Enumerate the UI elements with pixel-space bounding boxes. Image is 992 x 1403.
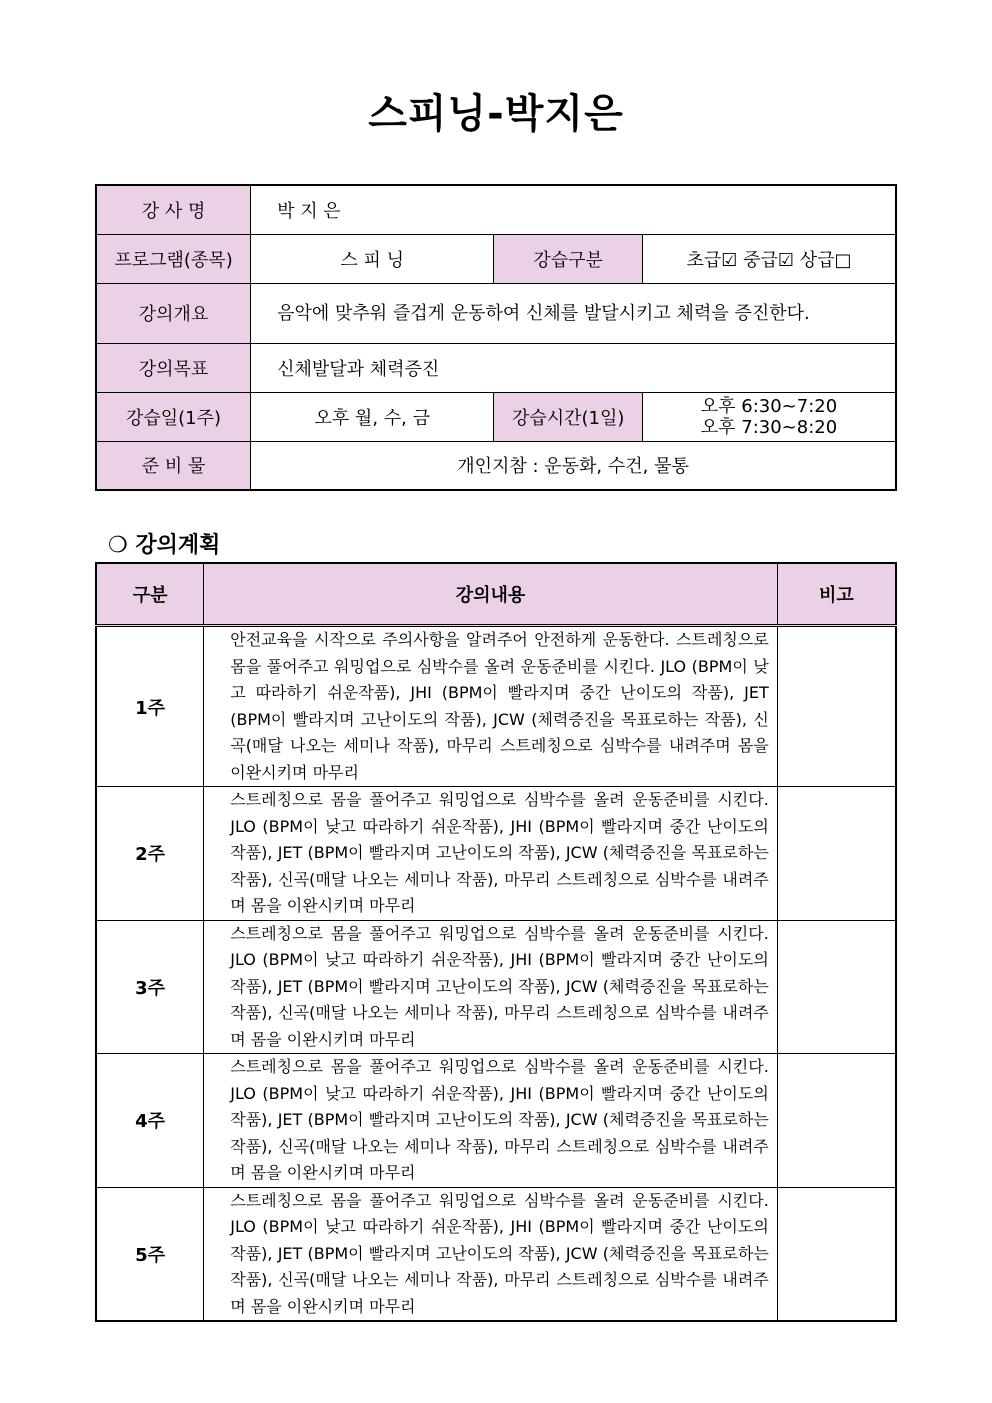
note-cell: [777, 1187, 896, 1321]
prep-value: 개인지참 : 운동화, 수건, 물통: [251, 441, 896, 490]
note-cell: [777, 1054, 896, 1188]
instructor-row: [96, 185, 896, 234]
col-week-header: 구분: [96, 563, 204, 626]
page-title: 스피닝-박지은: [368, 91, 624, 137]
col-content-header: 강의내용: [204, 563, 778, 626]
level-value: 초급☑ 중급☑ 상급□: [642, 234, 896, 283]
overview-label: 강의개요: [96, 283, 251, 343]
prep-label: 준 비 물: [96, 441, 251, 490]
time-value-2: 오후 7:30~8:20: [700, 416, 838, 438]
time-value-1: 오후 6:30~7:20: [700, 395, 838, 417]
week-cell: 3주: [96, 920, 204, 1054]
instructor-label: 강 사 명: [96, 185, 251, 234]
note-cell: [777, 626, 896, 787]
time-label: 강습시간(1일): [494, 392, 643, 441]
days-label: 강습일(1주): [96, 392, 251, 441]
week-cell: 2주: [96, 787, 204, 921]
table-row: [96, 920, 896, 1054]
instructor-value: 박 지 은: [251, 185, 896, 234]
goal-value: 신체발달과 체력증진: [251, 343, 896, 392]
note-cell: [777, 787, 896, 921]
table-row: [96, 1054, 896, 1188]
program-value: 스 피 닝: [251, 234, 494, 283]
overview-value: 음악에 맞추워 즐겁게 운동하여 신체를 발달시키고 체력을 증진한다.: [251, 283, 896, 343]
table-row: [96, 787, 896, 921]
info-table: [95, 184, 897, 491]
content-cell: 스트레칭으로 몸을 풀어주고 워밍업으로 심박수를 올려 운동준비를 시킨다. JLO (BPM이 낮고 따라하기 쉬운작품), JHI (BPM이 빨라지며 중간 난이도의 작품), JET (BPM이 빨라지며 고난이도의 작품), JCW (체력증진을 목표로하는 작품), 신곡(매달 나오는 세미나 작품), 마무리 스트레칭으로 심박수를 내려주며 몸을 이완시키며 마무리: [204, 787, 778, 921]
content-cell: 스트레칭으로 몸을 풀어주고 워밍업으로 심박수를 올려 운동준비를 시킨다. JLO (BPM이 낮고 따라하기 쉬운작품), JHI (BPM이 빨라지며 중간 난이도의 작품), JET (BPM이 빨라지며 고난이도의 작품), JCW (체력증진을 목표로하는 작품), 신곡(매달 나오는 세미나 작품), 마무리 스트레칭으로 심박수를 내려주며 몸을 이완시키며 마무리: [204, 1054, 778, 1188]
week-cell: 5주: [96, 1187, 204, 1321]
plan-table: [95, 562, 897, 1322]
week-cell: 4주: [96, 1054, 204, 1188]
goal-row: [96, 343, 896, 392]
table-row: [96, 626, 896, 787]
level-label: 강습구분: [494, 234, 643, 283]
note-cell: [777, 920, 896, 1054]
program-label: 프로그램(종목): [96, 234, 251, 283]
week-cell: 1주: [96, 626, 204, 787]
days-value: 오후 월, 수, 금: [251, 392, 494, 441]
content-cell: 스트레칭으로 몸을 풀어주고 워밍업으로 심박수를 올려 운동준비를 시킨다. JLO (BPM이 낮고 따라하기 쉬운작품), JHI (BPM이 빨라지며 중간 난이도의 작품), JET (BPM이 빨라지며 고난이도의 작품), JCW (체력증진을 목표로하는 작품), 신곡(매달 나오는 세미나 작품), 마무리 스트레칭으로 심박수를 내려주며 몸을 이완시키며 마무리: [204, 1187, 778, 1321]
program-row: [96, 234, 896, 283]
col-note-header: 비고: [777, 563, 896, 626]
plan-header-row: [96, 563, 896, 626]
plan-heading: ❍ 강의계획: [108, 533, 221, 558]
time-value: [642, 392, 896, 441]
content-cell: 스트레칭으로 몸을 풀어주고 워밍업으로 심박수를 올려 운동준비를 시킨다. JLO (BPM이 낮고 따라하기 쉬운작품), JHI (BPM이 빨라지며 중간 난이도의 작품), JET (BPM이 빨라지며 고난이도의 작품), JCW (체력증진을 목표로하는 작품), 신곡(매달 나오는 세미나 작품), 마무리 스트레칭으로 심박수를 내려주며 몸을 이완시키며 마무리: [204, 920, 778, 1054]
schedule-row: [96, 392, 896, 441]
goal-label: 강의목표: [96, 343, 251, 392]
prep-row: [96, 441, 896, 490]
content-cell: 안전교육을 시작으로 주의사항을 알려주어 안전하게 운동한다. 스트레칭으로 몸을 풀어주고 워밍업으로 심박수를 올려 운동준비를 시킨다. JLO (BPM이 낮고 따라하기 쉬운작품), JHI (BPM이 빨라지며 중간 난이도의 작품), JET (BPM이 빨라지며 고난이도의 작품), JCW (체력증진을 목표로하는 작품), 신곡(매달 나오는 세미나 작품), 마무리 스트레칭으로 심박수를 내려주며 몸을 이완시키며 마무리: [204, 626, 778, 787]
table-row: [96, 1187, 896, 1321]
overview-row: [96, 283, 896, 343]
